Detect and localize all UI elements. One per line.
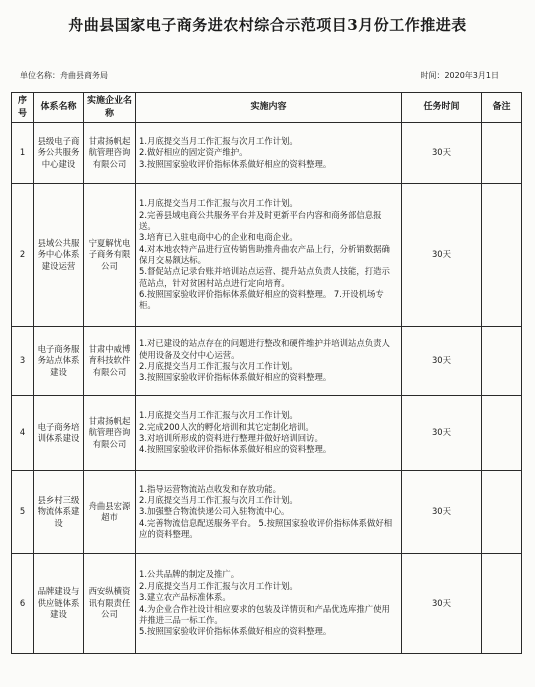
content-line: 3.对培训所形成的资料进行整理并做好培训回访。 <box>139 433 323 443</box>
table-row <box>12 184 522 327</box>
header-company: 实施企业名称 <box>84 93 136 123</box>
row-note <box>482 184 522 327</box>
content-line: 4.完善物流信息配送服务平台。 5.按照国家验收评价指标体系做好相应的资料整理。 <box>139 517 393 540</box>
row-time: 30天 <box>402 327 482 396</box>
row-content <box>136 396 402 471</box>
row-company: 西安纵横资讯有限责任公司 <box>84 554 136 654</box>
content-line: 3.按照国家验收评价指标体系做好相应的资料整理。 <box>139 158 332 169</box>
unit-label: 单位名称：舟曲县商务局 <box>20 71 108 80</box>
content-line: 1.公共品牌的制定及推广。 <box>139 569 240 580</box>
content-line: 2.完善县域电商公共服务平台并及时更新平台内容和商务部信息报送。 <box>139 209 382 231</box>
header-no: 序号 <box>12 93 34 123</box>
content-line: 2.月底提交当月工作汇报与次月工作计划。 <box>139 361 298 371</box>
table-row <box>12 123 522 184</box>
row-system: 县级电子商务公共服务中心建设 <box>34 123 84 184</box>
row-company: 甘肃扬帆起航管理咨询有限公司 <box>84 396 136 471</box>
date-label: 时间：2020年3月1日 <box>420 71 499 80</box>
content-line: 4.按照国家验收评价指标体系做好相应的资料整理。 <box>139 444 332 455</box>
row-company: 甘肃扬帆起航管理咨询有限公司 <box>84 123 136 184</box>
content-line: 6.按照国家验收评价指标体系做好相应的资料整理。 7.开设机场专柜。 <box>139 289 384 311</box>
work-plan-table <box>11 92 522 654</box>
content-line: 2.做好相应的固定资产维护。 <box>139 147 248 158</box>
row-content <box>136 554 402 654</box>
row-note <box>482 471 522 554</box>
content-line: 2.完成200人次的孵化培训和其它定制化培训。 <box>139 421 314 432</box>
row-no: 5 <box>12 471 34 554</box>
content-line: 3.加强整合物流快递公司入驻物流中心。 <box>139 506 290 517</box>
content-line: 2.月底提交当月工作汇报与次月工作计划。 <box>139 580 298 591</box>
content-line: 1.指导运营物流站点收发和存放功能。 <box>139 483 281 494</box>
row-note <box>482 554 522 654</box>
header-time: 任务时间 <box>402 93 482 123</box>
row-no: 4 <box>12 396 34 471</box>
table-row <box>12 471 522 554</box>
row-content <box>136 471 402 554</box>
header-system: 体系名称 <box>34 93 84 123</box>
content-line: 3.建立农产品标准体系。 <box>139 592 231 603</box>
table-row <box>12 396 522 471</box>
row-time: 30天 <box>402 123 482 184</box>
content-line: 5.按照国家验收评价指标体系做好相应的资料整理。 <box>139 626 332 637</box>
row-time: 30天 <box>402 554 482 654</box>
row-system: 县域公共服务中心体系建设运营 <box>34 184 84 327</box>
row-company: 宁夏解忧电子商务有限公司 <box>84 184 136 327</box>
content-line: 4.为企业合作社设计相应要求的包装及详情页和产品优选库推广使用并推进三品一标工作。 <box>139 603 390 625</box>
row-note <box>482 123 522 184</box>
content-line: 3.培育已入驻电商中心的企业和电商企业。 <box>139 232 298 243</box>
table-row <box>12 327 522 396</box>
content-line: 1.月底提交当月工作汇报与次月工作计划。 <box>139 198 298 209</box>
row-note <box>482 396 522 471</box>
page-title: 舟曲县国家电子商务进农村综合示范项目3月份工作推进表 <box>68 16 467 34</box>
row-content <box>136 123 402 184</box>
table-header-row <box>12 93 522 123</box>
row-company: 甘肃中威博育科技软件有限公司 <box>84 327 136 396</box>
row-system: 电子商务培训体系建设 <box>34 396 84 471</box>
content-line: 2.月底提交当月工作汇报与次月工作计划。 <box>139 494 298 505</box>
row-system: 电子商务服务站点体系建设 <box>34 327 84 396</box>
row-content <box>136 327 402 396</box>
content-line: 3.按照国家验收评价指标体系做好相应的资料整理。 <box>139 372 332 383</box>
row-system: 县乡村三级物流体系建设 <box>34 471 84 554</box>
row-no: 2 <box>12 184 34 327</box>
row-no: 1 <box>12 123 34 184</box>
row-no: 3 <box>12 327 34 396</box>
content-line: 1.月底提交当月工作汇报与次月工作计划。 <box>139 410 298 421</box>
header-content: 实施内容 <box>136 93 402 123</box>
row-system: 品牌建设与供应链体系建设 <box>34 554 84 654</box>
row-company: 舟曲县宏源超市 <box>84 471 136 554</box>
row-no: 6 <box>12 554 34 654</box>
row-content <box>136 184 402 327</box>
row-note <box>482 327 522 396</box>
header-note: 备注 <box>482 93 522 123</box>
content-line: 1.对已建设的站点存在的问题进行整改和硬件维护并培训站点负责人使用设备及交付中心运营。 <box>139 338 390 360</box>
content-line: 4.对本地农特产品进行宣传销售助推舟曲农产品上行，分析销数据确保月交易额达标。 <box>139 243 390 265</box>
content-line: 1.月底提交当月工作汇报与次月工作计划。 <box>139 135 298 146</box>
row-time: 30天 <box>402 471 482 554</box>
row-time: 30天 <box>402 396 482 471</box>
row-time: 30天 <box>402 184 482 327</box>
table-row <box>12 554 522 654</box>
content-line: 5.督促站点记录台账并培训站点运营、提升站点负责人技能，打造示范站点，针对贫困村站点进行定向培育。 <box>139 266 390 288</box>
